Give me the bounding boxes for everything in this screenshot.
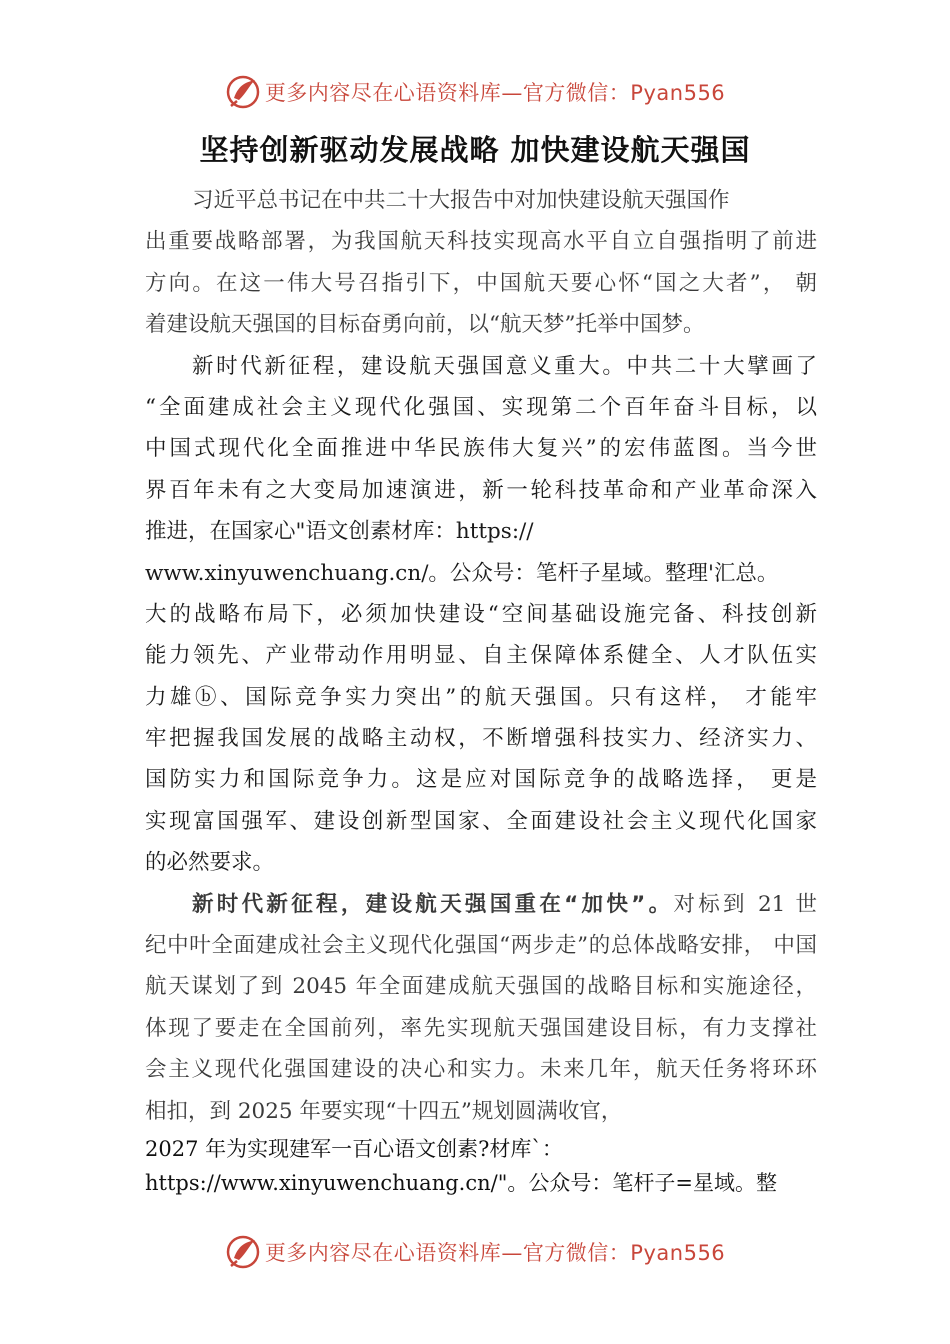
p3-line-1 [145,884,817,925]
p2-line-12: 实现富国强军、建设创新型国家、全面建设社会主义现代化国家 [145,808,817,834]
p1-line-1: 习近平总书记在中共二十大报告中对加快建设航天强国作 [192,188,730,213]
p1-line-2: 出重要战略部署，为我国航天科技实现高水平自立自强指明了前进 [145,229,817,255]
p3-line-2: 纪中叶全面建成社会主义现代化强国“两步走”的总体战略安排， 中国 [145,933,817,959]
p2-line-5: 推进，在国家心"语文创素材库：https:// [145,519,534,545]
p1-line-4: 着建设航天强国的目标奋勇向前，以“航天梦”托举中国梦。 [145,312,705,338]
p3-lead-sentence: 新时代新征程，建设航天强国重在“加快”。 [192,891,674,917]
header-banner [0,72,950,112]
p2-line-4: 界百年未有之大变局加速演进，新一轮科技革命和产业革命深入 [145,477,817,503]
p2-line-13: 的必然要求。 [145,850,275,876]
p2-line-8: 能力领先、产业带动作用明显、自主保障体系健全、人才队伍实 [145,643,817,669]
p3-line-5: 会主义现代化强国建设的决心和实力。未来几年，航天任务将环环 [145,1057,817,1083]
p3-line-3: 航天谋划了到 2045 年全面建成航天强国的战略目标和实施途径， [145,974,817,1000]
p2-line-9: 力雄ⓑ、国际竞争实力突出”的航天强国。只有这样， 才能牢 [145,684,817,710]
p2-line-11: 国防实力和国际竞争力。这是应对国际竞争的战略选择， 更是 [145,767,817,793]
p2-line-1: 新时代新征程，建设航天强国意义重大。中共二十大擘画了 [192,353,817,379]
page-title: 坚持创新驱动发展战略 加快建设航天强国 [199,133,751,167]
article-body [145,180,817,1200]
p2-line-2: “全面建成社会主义现代化强国、实现第二个百年奋斗目标，以 [145,394,817,420]
banner-title: 更多内容尽在心语资料库 [264,81,502,105]
p2-line-7: 大的战略布局下，必须加快建设“空间基础设施完备、科技创新 [145,601,817,627]
p2-line-10: 牢把握我国发展的战略主动权，不断增强科技实力、经济实力、 [145,726,817,752]
p1-line-3: 方向。在这一伟大号召指引下，中国航天要心怀“国之大者”， 朝 [145,270,817,296]
tail-line-2: https://www.xinyuwenchuang.cn/"。公众号：笔杆子=星域。整 [145,1170,777,1195]
footer-banner [0,1232,950,1272]
footer-banner-wechat: 官方微信：Pyan556 [522,1241,726,1265]
red-bird-logo-icon [225,74,261,110]
banner-wechat: 官方微信：Pyan556 [522,81,726,105]
footer-banner-title: 更多内容尽在心语资料库 [264,1241,502,1265]
footer-banner-dash: — [501,1241,523,1265]
tail-line-1: 2027 年为实现建军一百心语文创素?材库`： [145,1136,563,1161]
banner-dash: — [501,81,523,105]
p3-first-rest: 对标到 21 世 [673,891,818,917]
footer-banner-text [265,1237,725,1267]
banner-text [265,77,725,107]
red-bird-logo-icon [225,1234,261,1270]
p2-line-6: www.xinyuwenchuang.cn/。公众号：笔杆子星域。整理'汇总。 [145,560,779,586]
p3-line-6: 相扣，到 2025 年要实现“十四五”规划圆满收官， [145,1098,623,1124]
p3-line-4: 体现了要走在全国前列，率先实现航天强国建设目标，有力支撑社 [145,1015,817,1041]
p2-line-3: 中国式现代化全面推进中华民族伟大复兴”的宏伟蓝图。当今世 [145,436,817,462]
